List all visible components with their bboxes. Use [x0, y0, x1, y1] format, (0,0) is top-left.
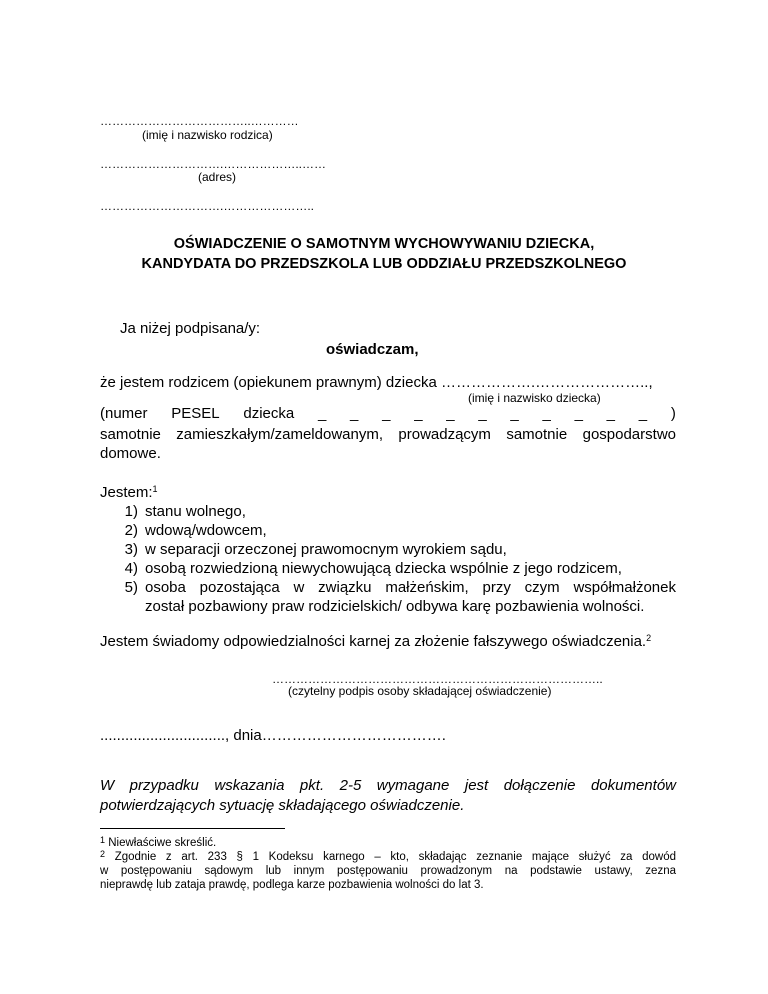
list-item-number: 2): [124, 522, 138, 539]
document-title: [60, 234, 708, 274]
place-date-line: [100, 726, 446, 745]
footnote-1: [100, 836, 216, 850]
footnote-text: Zgodnie z art. 233 § 1 Kodeksu karnego – kto, składając zeznanie mające służyć za dowód: [114, 851, 677, 863]
note-line-1: W przypadku wskazania pkt. 2-5 wymagane jest dołączenie dokumentów: [100, 777, 676, 794]
signature-dotted-line: ………………………………………………………………………..: [272, 672, 603, 686]
status-heading: [100, 483, 158, 502]
footnote-number: 2: [100, 849, 106, 859]
parent-line: że jestem rodzicem (opiekunem prawnym) dziecka ……………….…………………..,: [100, 374, 653, 391]
pesel-digit-slot: _: [638, 405, 648, 422]
responsibility-text: [100, 632, 651, 651]
address-dotted-line: ………………………….………………..……: [100, 157, 327, 171]
pesel-digit-slot: _: [478, 405, 487, 422]
list-item-text: osoba pozostająca w związku małżeńskim, przy czym współmałżonek: [145, 579, 676, 596]
footnote-2-line-1: [100, 850, 676, 864]
list-item-text: w separacji orzeczonej prawomocnym wyrokiem sądu,: [145, 541, 507, 558]
pesel-digit-slot: _: [574, 405, 583, 422]
pesel-word: PESEL: [171, 405, 220, 422]
status-heading-text: Jestem:: [100, 484, 153, 501]
note-line-2: potwierdzających sytuację składającego oświadczenie.: [100, 797, 465, 814]
list-item-text: stanu wolnego,: [145, 503, 246, 520]
pesel-digit-slot: _: [414, 405, 423, 422]
parent-name-label: (imię i nazwisko rodzica): [142, 128, 273, 142]
signature-label: (czytelny podpis osoby składającej oświadczenie): [288, 684, 552, 698]
parent-name-dotted-line: ………………………………..…………: [100, 114, 299, 128]
pesel-digit-slot: _: [542, 405, 551, 422]
footnote-text: Niewłaściwe skreślić.: [108, 837, 217, 849]
pesel-digit-slot: _: [510, 405, 519, 422]
title-line-1: OŚWIADCZENIE O SAMOTNYM WYCHOWYWANIU DZIECKA,: [173, 236, 595, 252]
date-word: , dnia: [225, 727, 262, 744]
residence-line-2: domowe.: [100, 445, 161, 462]
pesel-word: dziecka: [243, 405, 295, 422]
footnote-2: [100, 850, 676, 892]
pesel-digit-slot: _: [382, 405, 391, 422]
address-label: (adres): [198, 170, 237, 184]
intro-text: Ja niżej podpisana/y:: [120, 320, 261, 337]
third-dotted-line: ………………………….…………………..: [100, 199, 315, 213]
responsibility-sentence: Jestem świadomy odpowiedzialności karnej za złożenie fałszywego oświadczenia.: [100, 633, 647, 650]
declare-text: oświadczam,: [326, 341, 419, 358]
list-item-number: 1): [124, 503, 138, 520]
pesel-line: [100, 404, 676, 423]
list-item-text: osobą rozwiedzioną niewychowującą dziecka wspólnie z jego rodzicem,: [145, 560, 622, 577]
child-name-label: (imię i nazwisko dziecka): [468, 391, 601, 405]
footnote-2-line-3: nieprawdę lub zataja prawdę, podlega karze pozbawienia wolności do lat 3.: [100, 879, 484, 891]
pesel-word: ): [670, 405, 676, 422]
footnote-ref-1: 1: [152, 484, 158, 494]
list-item-number: 3): [124, 541, 138, 558]
pesel-digit-slot: _: [317, 405, 327, 422]
pesel-digit-slot: _: [350, 405, 359, 422]
pesel-digit-slot: _: [606, 405, 615, 422]
list-item-text: wdową/wdowcem,: [145, 522, 267, 539]
footnote-separator: [100, 828, 285, 829]
date-dotted-line: ……………………………….: [261, 727, 446, 744]
footnote-2-line-2: w postępowaniu sądowym lub innym postępowaniu prowadzonym na podstawie ustawy, zezna: [100, 865, 676, 877]
list-item-number: 4): [124, 560, 138, 577]
pesel-word: (numer: [100, 405, 148, 422]
list-item-number: 5): [124, 579, 138, 596]
pesel-digit-slot: _: [446, 405, 455, 422]
footnote-ref-2: 2: [646, 633, 652, 643]
title-line-2: KANDYDATA DO PRZEDSZKOLA LUB ODDZIAŁU PRZEDSZKOLNEGO: [141, 256, 627, 272]
footnote-number: 1: [100, 835, 106, 845]
place-dotted-line: ..............................: [100, 727, 226, 744]
list-item-text: został pozbawiony praw rodzicielskich/ odbywa karę pozbawienia wolności.: [145, 598, 645, 615]
residence-line: samotnie zamieszkałym/zameldowanym, prowadzącym samotnie gospodarstwo: [100, 426, 676, 443]
